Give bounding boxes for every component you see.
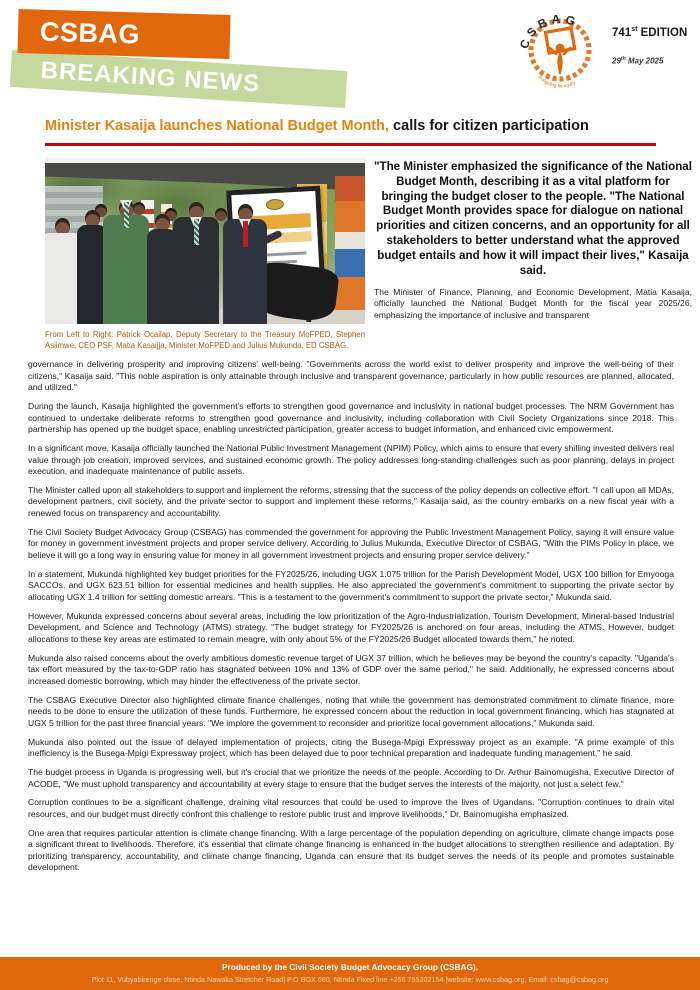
brand-label: CSBAG	[39, 16, 141, 49]
logo-text: CSBAG	[516, 11, 581, 51]
brand-box	[17, 9, 230, 59]
masthead	[0, 0, 700, 104]
logo-tagline: Budgeting for equity	[537, 74, 577, 89]
edition-label: 741st EDITION	[612, 26, 688, 39]
footer-producer: Produced by the Civil Society Budget Advocacy Group (CSBAG).	[221, 962, 478, 972]
photo-caption: From Left to Right: Patrick Ocailap, Deputy Secretary to the Treasury MoFPED, Stephen Asiimwe, CEO PSF, Matia Kasaijja, Minister MoFPED and Julius Mukunda, ED CSBAG.	[45, 330, 365, 351]
attendee	[103, 200, 149, 324]
headline-highlight: Minister Kasaija launches National Budget Month,	[45, 118, 390, 134]
headline-rule	[45, 143, 656, 146]
body-paragraph: Mukunda also pointed out the issue of delayed implementation of projects, citing the Busega-Mpigi Expressway project as an example. "A prime example of this inefficiency is the Busega-Mpigi Expressway project, which has been delayed due to poor technical preparation and inadequate funding management," he said.	[28, 736, 674, 759]
attendee	[173, 202, 219, 324]
page-title	[45, 118, 680, 134]
footer-contact: Plot 11, Vubyabirenge close, Ntinda Nawaka Stretcher Road| P.O BOX 660, Ntinda Fixed line +256 755202154 |website: www.csbag.org, Email: csbag@csbag.org	[91, 975, 609, 984]
body-paragraph: In a significant move, Kasaija officially launched the National Public Investment Management (NPIM) Policy, which aims to ensure that every shilling invested delivers real value through job creation, improved services, and sustained economic growth. The policy addresses long-standing challenges such as poor planning, delays in project execution, and inadequate maintenance of public assets.	[28, 443, 674, 477]
csbag-logo-icon	[514, 4, 606, 100]
body-paragraph: Mukunda also raised concerns about the overly ambitious domestic revenue target of UGX 37 trillion, which he believes may be beyond the country's capacity. "Uganda's tax effort measured by the tax-to-GDP ratio has stagnated between 10% and 13% of GDP over the same period," he said. Additionally, he expressed concerns about increased domestic borrowing, which may hinder the effectiveness of the private sector.	[28, 652, 674, 686]
headline-rest: calls for citizen participation	[389, 118, 589, 134]
breaking-news-banner	[10, 50, 348, 108]
breaking-news-label: BREAKING NEWS	[39, 56, 261, 98]
body-paragraph: One area that requires particular attention is climate change financing. With a large percentage of the population depending on agriculture, climate change impacts pose a significant threat to livelihoods. Therefore, it's essential that climate change financing is enhanced in the budget allocations to strengthen resilience and adaptation. By prioritizing transparency, accountability, and climate change financing, Uganda can ensure that its budget serves the needs of its people and promotes sustainable development.	[28, 827, 674, 873]
body-paragraph: The CSBAG Executive Director also highlighted climate finance challenges, noting that while the government has demonstrated commitment to climate finance, more needs to be done to ensure the utilization of these funds. Furthermore, he expressed concern about the reduction in local government financing, which has stagnated at UGX 5 trillion for the past three financial years. "We implore the government to reconsider and prioritize local government allocations," Mukunda said.	[28, 694, 674, 728]
body-paragraph: governance in delivering prosperity and improving citizens' well-being. "Governments across the world exist to deliver prosperity and improve the well-being of their citizens," Kasaija said. "This noble aspiration is only attainable through inclusive and transparent governance, particularly in how public resources are planned, allocated, and utilized."	[28, 359, 674, 393]
body-paragraph: During the launch, Kasaija highlighted the government's efforts to strengthen good governance and inclusivity in national budget processes. The NRM Government has continued to undertake deliberate reforms to strengthen good governance and inclusivity, including collaboration with Civil Society Organizations since 2018. This partnership has opened up the budget space, enabling unrestricted participation, greater access to budget information, and enhanced civic empowerment.	[28, 401, 674, 435]
lead-section	[45, 158, 692, 351]
svg-text:Budgeting for equity	[538, 74, 577, 88]
minister-figure	[223, 204, 267, 324]
quote-column	[374, 158, 692, 351]
body-paragraph: The budget process in Uganda is progressing well, but it's crucial that we prioritize the needs of the people. According to Dr. Arthur Bainomugisha, Executive Director of ACODE, "We must uphold transparency and accountability at every stage to ensure that the budget serves the interests of the majority, not just a select few."	[28, 766, 674, 789]
photo-column	[45, 158, 365, 351]
body-paragraph: In a statement, Mukunda highlighted key budget priorities for the FY2025/26, including UGX 1.075 trillion for the Parish Development Model, UGX 100 billion for Emyooga SACCOs, and UGX 623.51 billion for essential medicines and health supplies. He also appreciated the government's commitment to supporting the private sector by allocating UGX 1.4 trillion for settling domestic arrears. "This is a testament to the government's commitment to support the private sector," Mukunda said.	[28, 568, 674, 602]
body-paragraph: The Minister called upon all stakeholders to support and implement the reforms, stressing that the success of the policy depends on collective effort. "I call upon all MDAs, development partners, civil society, and the private sector to support and implement these reforms," Kasaija said, as the country embarks on a new fiscal year with a renewed focus on transparency and accountability.	[28, 484, 674, 518]
body-paragraph: However, Mukunda expressed concerns about several areas, including the low prioritization of the Agro-Industrialization, Tourism Development, Mineral-based Industrial Development, and Science and Technology (ATMS) strategy. "The budget strategy for FY2025/26 is anchored on four areas, including the ATMS. However, budget allocations to these key areas are estimated to remain meagre, with only about 5% of the FY2025/26 Budget allocated towards them," he noted.	[28, 610, 674, 644]
body-paragraph: Corruption continues to be a significant challenge, draining vital resources that could be used to improve the lives of Ugandans. "Corruption continues to drain vital resources, and our budget must directly confront this challenge to restore public trust and improve livelihoods," Dr. Bainomugisha emphasized.	[28, 797, 674, 819]
lead-paragraph: The Minister of Finance, Planning, and Economic Development, Matia Kasaija, officially launched the National Budget Month for the fiscal year 2025/26, emphasizing the importance of inclusive and transparent	[374, 286, 692, 320]
edition-block	[612, 26, 687, 65]
article-body	[28, 359, 674, 874]
body-paragraph: The Civil Society Budget Advocacy Group (CSBAG) has commended the government for approving the Public Investment Management Policy, saying it will ensure value for money in government investment projects and proper service delivery. According to Julius Mukunda, Executive Director of CSBAG, "With the PIMs Policy in place, we believe it will go a long way in ensuring value for money in all government investment projects and ensuring proper service delivery."	[28, 526, 674, 560]
footer	[0, 957, 700, 990]
edition-date: 29th May 2025	[612, 55, 664, 66]
rollup-banner	[335, 176, 365, 316]
pull-quote: "The Minister emphasized the significance of the National Budget Month, describing it as a vital platform for bringing the budget closer to the people. "The National Budget Month provides space for dialogue on national priorities and citizen concerns, and an opportunity for all stakeholders to better understand what the approved budget entails and how it will impact their lives," Kasaija said.	[374, 160, 692, 277]
event-photo	[45, 158, 365, 324]
